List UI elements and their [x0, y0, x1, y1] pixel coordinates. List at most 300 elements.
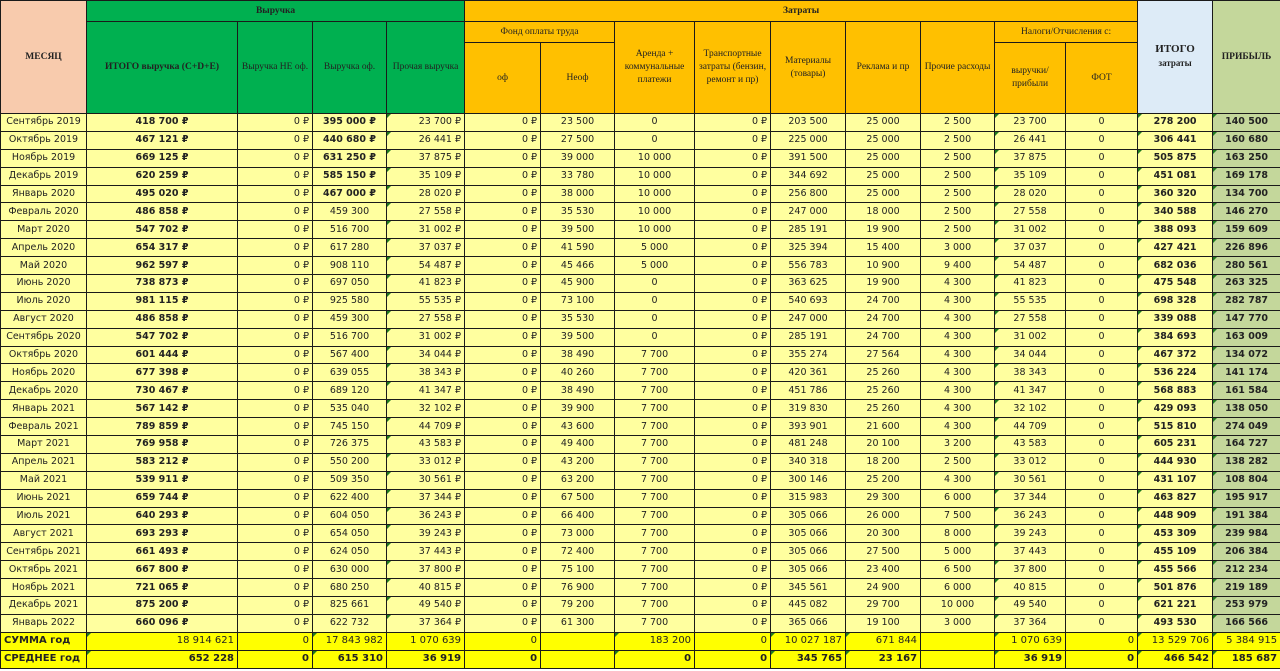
materials-cell[interactable]: 393 901 — [771, 418, 846, 436]
sum-total-revenue-cell[interactable]: 18 914 621 — [87, 632, 238, 650]
revenue-official-cell[interactable]: 585 150 ₽ — [313, 167, 387, 185]
transport-cell[interactable]: 0 ₽ — [695, 507, 771, 525]
transport-cell[interactable]: 0 ₽ — [695, 436, 771, 454]
profit-cell[interactable]: 108 804 — [1213, 471, 1280, 489]
profit-cell[interactable]: 206 384 — [1213, 543, 1280, 561]
other-revenue-cell[interactable]: 37 037 ₽ — [387, 239, 465, 257]
sum-transport-cell[interactable]: 0 — [695, 632, 771, 650]
tax-fot-cell[interactable]: 0 — [1066, 418, 1138, 436]
ads-cell[interactable]: 19 900 — [846, 221, 921, 239]
tax-fot-cell[interactable]: 0 — [1066, 579, 1138, 597]
tax-revenue-cell[interactable]: 27 558 — [995, 310, 1066, 328]
tax-revenue-cell[interactable]: 23 700 — [995, 114, 1066, 132]
sum-tax-fot-cell[interactable]: 0 — [1066, 650, 1138, 668]
ads-cell[interactable]: 25 200 — [846, 471, 921, 489]
rent-cell[interactable]: 0 — [615, 292, 695, 310]
materials-cell[interactable]: 285 191 — [771, 221, 846, 239]
payroll-unofficial-cell[interactable]: 33 780 — [541, 167, 615, 185]
tax-revenue-cell[interactable]: 35 109 — [995, 167, 1066, 185]
tax-revenue-cell[interactable]: 37 443 — [995, 543, 1066, 561]
revenue-official-cell[interactable]: 567 400 — [313, 346, 387, 364]
month-cell[interactable]: Апрель 2020 — [1, 239, 87, 257]
transport-cell[interactable]: 0 ₽ — [695, 364, 771, 382]
materials-cell[interactable]: 451 786 — [771, 382, 846, 400]
payroll-official-cell[interactable]: 0 ₽ — [465, 382, 541, 400]
payroll-official-cell[interactable]: 0 ₽ — [465, 525, 541, 543]
materials-cell[interactable]: 315 983 — [771, 489, 846, 507]
payroll-official-cell[interactable]: 0 ₽ — [465, 418, 541, 436]
total-revenue-cell[interactable]: 660 096 ₽ — [87, 614, 238, 632]
tax-fot-cell[interactable]: 0 — [1066, 471, 1138, 489]
tax-revenue-cell[interactable]: 31 002 — [995, 221, 1066, 239]
other-revenue-cell[interactable]: 37 364 ₽ — [387, 614, 465, 632]
sum-revenue-unofficial-cell[interactable]: 0 — [238, 650, 313, 668]
month-cell[interactable]: Декабрь 2020 — [1, 382, 87, 400]
tax-revenue-cell[interactable]: 40 815 — [995, 579, 1066, 597]
total-costs-cell[interactable]: 475 548 — [1138, 275, 1213, 293]
ads-cell[interactable]: 20 100 — [846, 436, 921, 454]
other-revenue-cell[interactable]: 31 002 ₽ — [387, 328, 465, 346]
header-tax-fot[interactable]: ФОТ — [1066, 43, 1138, 114]
ads-cell[interactable]: 18 200 — [846, 453, 921, 471]
revenue-official-cell[interactable]: 680 250 — [313, 579, 387, 597]
revenue-official-cell[interactable]: 745 150 — [313, 418, 387, 436]
month-cell[interactable]: Октябрь 2021 — [1, 561, 87, 579]
revenue-official-cell[interactable]: 825 661 — [313, 597, 387, 615]
revenue-unofficial-cell[interactable]: 0 ₽ — [238, 239, 313, 257]
rent-cell[interactable]: 10 000 — [615, 167, 695, 185]
tax-revenue-cell[interactable]: 32 102 — [995, 400, 1066, 418]
profit-cell[interactable]: 160 680 — [1213, 131, 1280, 149]
other-expenses-cell[interactable]: 3 000 — [921, 614, 995, 632]
payroll-official-cell[interactable]: 0 ₽ — [465, 167, 541, 185]
payroll-official-cell[interactable]: 0 ₽ — [465, 364, 541, 382]
other-revenue-cell[interactable]: 55 535 ₽ — [387, 292, 465, 310]
month-cell[interactable]: Август 2021 — [1, 525, 87, 543]
tax-revenue-cell[interactable]: 33 012 — [995, 453, 1066, 471]
sum-total-costs-cell[interactable]: 466 542 — [1138, 650, 1213, 668]
revenue-official-cell[interactable]: 925 580 — [313, 292, 387, 310]
other-revenue-cell[interactable]: 26 441 ₽ — [387, 131, 465, 149]
sum-tax-fot-cell[interactable]: 0 — [1066, 632, 1138, 650]
total-costs-cell[interactable]: 568 883 — [1138, 382, 1213, 400]
materials-cell[interactable]: 225 000 — [771, 131, 846, 149]
tax-revenue-cell[interactable]: 36 243 — [995, 507, 1066, 525]
sum-rent-cell[interactable]: 183 200 — [615, 632, 695, 650]
revenue-official-cell[interactable]: 689 120 — [313, 382, 387, 400]
transport-cell[interactable]: 0 ₽ — [695, 221, 771, 239]
ads-cell[interactable]: 25 260 — [846, 364, 921, 382]
transport-cell[interactable]: 0 ₽ — [695, 489, 771, 507]
tax-fot-cell[interactable]: 0 — [1066, 382, 1138, 400]
payroll-unofficial-cell[interactable]: 39 500 — [541, 221, 615, 239]
total-revenue-cell[interactable]: 721 065 ₽ — [87, 579, 238, 597]
month-cell[interactable]: Ноябрь 2019 — [1, 149, 87, 167]
payroll-unofficial-cell[interactable]: 73 100 — [541, 292, 615, 310]
payroll-official-cell[interactable]: 0 ₽ — [465, 346, 541, 364]
revenue-unofficial-cell[interactable]: 0 ₽ — [238, 257, 313, 275]
month-cell[interactable]: Февраль 2021 — [1, 418, 87, 436]
tax-fot-cell[interactable]: 0 — [1066, 257, 1138, 275]
sum-materials-cell[interactable]: 345 765 — [771, 650, 846, 668]
other-revenue-cell[interactable]: 37 443 ₽ — [387, 543, 465, 561]
revenue-unofficial-cell[interactable]: 0 ₽ — [238, 275, 313, 293]
payroll-official-cell[interactable]: 0 ₽ — [465, 185, 541, 203]
revenue-official-cell[interactable]: 654 050 — [313, 525, 387, 543]
month-cell[interactable]: Ноябрь 2020 — [1, 364, 87, 382]
tax-fot-cell[interactable]: 0 — [1066, 149, 1138, 167]
profit-cell[interactable]: 282 787 — [1213, 292, 1280, 310]
payroll-official-cell[interactable]: 0 ₽ — [465, 561, 541, 579]
other-expenses-cell[interactable]: 7 500 — [921, 507, 995, 525]
tax-fot-cell[interactable]: 0 — [1066, 543, 1138, 561]
header-other-expenses[interactable]: Прочие расходы — [921, 22, 995, 114]
revenue-unofficial-cell[interactable]: 0 ₽ — [238, 346, 313, 364]
other-revenue-cell[interactable]: 41 823 ₽ — [387, 275, 465, 293]
profit-cell[interactable]: 280 561 — [1213, 257, 1280, 275]
revenue-unofficial-cell[interactable]: 0 ₽ — [238, 364, 313, 382]
payroll-unofficial-cell[interactable]: 43 600 — [541, 418, 615, 436]
revenue-unofficial-cell[interactable]: 0 ₽ — [238, 418, 313, 436]
payroll-official-cell[interactable]: 0 ₽ — [465, 310, 541, 328]
sum-revenue-official-cell[interactable]: 17 843 982 — [313, 632, 387, 650]
profit-cell[interactable]: 161 584 — [1213, 382, 1280, 400]
total-revenue-cell[interactable]: 640 293 ₽ — [87, 507, 238, 525]
payroll-official-cell[interactable]: 0 ₽ — [465, 543, 541, 561]
month-cell[interactable]: Январь 2021 — [1, 400, 87, 418]
payroll-unofficial-cell[interactable]: 38 000 — [541, 185, 615, 203]
total-costs-cell[interactable]: 388 093 — [1138, 221, 1213, 239]
other-revenue-cell[interactable]: 49 540 ₽ — [387, 597, 465, 615]
transport-cell[interactable]: 0 ₽ — [695, 114, 771, 132]
month-cell[interactable]: Сентябрь 2021 — [1, 543, 87, 561]
ads-cell[interactable]: 26 000 — [846, 507, 921, 525]
transport-cell[interactable]: 0 ₽ — [695, 185, 771, 203]
payroll-unofficial-cell[interactable]: 79 200 — [541, 597, 615, 615]
tax-revenue-cell[interactable]: 28 020 — [995, 185, 1066, 203]
other-revenue-cell[interactable]: 40 815 ₽ — [387, 579, 465, 597]
total-costs-cell[interactable]: 360 320 — [1138, 185, 1213, 203]
profit-cell[interactable]: 219 189 — [1213, 579, 1280, 597]
total-revenue-cell[interactable]: 769 958 ₽ — [87, 436, 238, 454]
payroll-official-cell[interactable]: 0 ₽ — [465, 257, 541, 275]
tax-revenue-cell[interactable]: 37 037 — [995, 239, 1066, 257]
month-cell[interactable]: Январь 2020 — [1, 185, 87, 203]
transport-cell[interactable]: 0 ₽ — [695, 149, 771, 167]
profit-cell[interactable]: 147 770 — [1213, 310, 1280, 328]
total-revenue-cell[interactable]: 677 398 ₽ — [87, 364, 238, 382]
total-revenue-cell[interactable]: 567 142 ₽ — [87, 400, 238, 418]
header-revenue-official[interactable]: Выручка оф. — [313, 22, 387, 114]
transport-cell[interactable]: 0 ₽ — [695, 328, 771, 346]
transport-cell[interactable]: 0 ₽ — [695, 471, 771, 489]
sum-payroll-unofficial-cell[interactable] — [541, 632, 615, 650]
tax-fot-cell[interactable]: 0 — [1066, 310, 1138, 328]
month-cell[interactable]: Июнь 2021 — [1, 489, 87, 507]
revenue-unofficial-cell[interactable]: 0 ₽ — [238, 400, 313, 418]
total-costs-cell[interactable]: 384 693 — [1138, 328, 1213, 346]
revenue-unofficial-cell[interactable]: 0 ₽ — [238, 471, 313, 489]
transport-cell[interactable]: 0 ₽ — [695, 275, 771, 293]
rent-cell[interactable]: 0 — [615, 114, 695, 132]
revenue-official-cell[interactable]: 516 700 — [313, 328, 387, 346]
ads-cell[interactable]: 21 600 — [846, 418, 921, 436]
month-cell[interactable]: Август 2020 — [1, 310, 87, 328]
payroll-unofficial-cell[interactable]: 39 900 — [541, 400, 615, 418]
other-expenses-cell[interactable]: 2 500 — [921, 167, 995, 185]
payroll-unofficial-cell[interactable]: 41 590 — [541, 239, 615, 257]
other-expenses-cell[interactable]: 2 500 — [921, 131, 995, 149]
other-revenue-cell[interactable]: 37 344 ₽ — [387, 489, 465, 507]
ads-cell[interactable]: 19 100 — [846, 614, 921, 632]
tax-revenue-cell[interactable]: 55 535 — [995, 292, 1066, 310]
total-costs-cell[interactable]: 453 309 — [1138, 525, 1213, 543]
transport-cell[interactable]: 0 ₽ — [695, 292, 771, 310]
revenue-unofficial-cell[interactable]: 0 ₽ — [238, 221, 313, 239]
tax-revenue-cell[interactable]: 34 044 — [995, 346, 1066, 364]
tax-fot-cell[interactable]: 0 — [1066, 203, 1138, 221]
sum-ads-cell[interactable]: 23 167 — [846, 650, 921, 668]
total-revenue-cell[interactable]: 730 467 ₽ — [87, 382, 238, 400]
month-cell[interactable]: Сентябрь 2020 — [1, 328, 87, 346]
revenue-unofficial-cell[interactable]: 0 ₽ — [238, 114, 313, 132]
other-expenses-cell[interactable]: 2 500 — [921, 203, 995, 221]
other-revenue-cell[interactable]: 38 343 ₽ — [387, 364, 465, 382]
ads-cell[interactable]: 25 000 — [846, 149, 921, 167]
total-costs-cell[interactable]: 429 093 — [1138, 400, 1213, 418]
materials-cell[interactable]: 363 625 — [771, 275, 846, 293]
sum-revenue-unofficial-cell[interactable]: 0 — [238, 632, 313, 650]
ads-cell[interactable]: 20 300 — [846, 525, 921, 543]
revenue-official-cell[interactable]: 617 280 — [313, 239, 387, 257]
tax-revenue-cell[interactable]: 37 344 — [995, 489, 1066, 507]
payroll-unofficial-cell[interactable]: 72 400 — [541, 543, 615, 561]
revenue-unofficial-cell[interactable]: 0 ₽ — [238, 131, 313, 149]
revenue-official-cell[interactable]: 697 050 — [313, 275, 387, 293]
other-expenses-cell[interactable]: 4 300 — [921, 310, 995, 328]
materials-cell[interactable]: 203 500 — [771, 114, 846, 132]
other-expenses-cell[interactable]: 3 000 — [921, 239, 995, 257]
materials-cell[interactable]: 344 692 — [771, 167, 846, 185]
total-revenue-cell[interactable]: 418 700 ₽ — [87, 114, 238, 132]
header-profit[interactable]: ПРИБЫЛЬ — [1213, 1, 1280, 114]
ads-cell[interactable]: 24 900 — [846, 579, 921, 597]
ads-cell[interactable]: 24 700 — [846, 328, 921, 346]
revenue-official-cell[interactable]: 622 400 — [313, 489, 387, 507]
revenue-unofficial-cell[interactable]: 0 ₽ — [238, 292, 313, 310]
revenue-unofficial-cell[interactable]: 0 ₽ — [238, 203, 313, 221]
revenue-unofficial-cell[interactable]: 0 ₽ — [238, 185, 313, 203]
transport-cell[interactable]: 0 ₽ — [695, 131, 771, 149]
tax-revenue-cell[interactable]: 38 343 — [995, 364, 1066, 382]
profit-cell[interactable]: 141 174 — [1213, 364, 1280, 382]
materials-cell[interactable]: 305 066 — [771, 507, 846, 525]
revenue-unofficial-cell[interactable]: 0 ₽ — [238, 614, 313, 632]
profit-cell[interactable]: 166 566 — [1213, 614, 1280, 632]
total-costs-cell[interactable]: 463 827 — [1138, 489, 1213, 507]
rent-cell[interactable]: 10 000 — [615, 185, 695, 203]
header-total-revenue[interactable]: ИТОГО выручка (C+D+E) — [87, 22, 238, 114]
total-costs-cell[interactable]: 605 231 — [1138, 436, 1213, 454]
total-label-cell[interactable]: СРЕДНЕЕ год — [1, 650, 87, 668]
revenue-unofficial-cell[interactable]: 0 ₽ — [238, 561, 313, 579]
revenue-official-cell[interactable]: 440 680 ₽ — [313, 131, 387, 149]
payroll-official-cell[interactable]: 0 ₽ — [465, 114, 541, 132]
rent-cell[interactable]: 7 700 — [615, 471, 695, 489]
profit-cell[interactable]: 263 325 — [1213, 275, 1280, 293]
payroll-official-cell[interactable]: 0 ₽ — [465, 292, 541, 310]
revenue-unofficial-cell[interactable]: 0 ₽ — [238, 167, 313, 185]
revenue-unofficial-cell[interactable]: 0 ₽ — [238, 382, 313, 400]
total-costs-cell[interactable]: 698 328 — [1138, 292, 1213, 310]
other-expenses-cell[interactable]: 4 300 — [921, 275, 995, 293]
rent-cell[interactable]: 7 700 — [615, 382, 695, 400]
total-costs-cell[interactable]: 467 372 — [1138, 346, 1213, 364]
payroll-unofficial-cell[interactable]: 23 500 — [541, 114, 615, 132]
other-revenue-cell[interactable]: 41 347 ₽ — [387, 382, 465, 400]
materials-cell[interactable]: 319 830 — [771, 400, 846, 418]
other-expenses-cell[interactable]: 8 000 — [921, 525, 995, 543]
payroll-official-cell[interactable]: 0 ₽ — [465, 400, 541, 418]
month-cell[interactable]: Декабрь 2019 — [1, 167, 87, 185]
other-revenue-cell[interactable]: 37 800 ₽ — [387, 561, 465, 579]
revenue-official-cell[interactable]: 459 300 — [313, 310, 387, 328]
payroll-official-cell[interactable]: 0 ₽ — [465, 507, 541, 525]
month-cell[interactable]: Январь 2022 — [1, 614, 87, 632]
header-month[interactable]: МЕСЯЦ — [1, 1, 87, 114]
other-revenue-cell[interactable]: 32 102 ₽ — [387, 400, 465, 418]
ads-cell[interactable]: 27 564 — [846, 346, 921, 364]
payroll-official-cell[interactable]: 0 ₽ — [465, 149, 541, 167]
total-revenue-cell[interactable]: 962 597 ₽ — [87, 257, 238, 275]
month-cell[interactable]: Июль 2020 — [1, 292, 87, 310]
ads-cell[interactable]: 24 700 — [846, 292, 921, 310]
rent-cell[interactable]: 0 — [615, 328, 695, 346]
total-costs-cell[interactable]: 340 588 — [1138, 203, 1213, 221]
profit-cell[interactable]: 226 896 — [1213, 239, 1280, 257]
total-costs-cell[interactable]: 306 441 — [1138, 131, 1213, 149]
rent-cell[interactable]: 0 — [615, 310, 695, 328]
tax-revenue-cell[interactable]: 41 823 — [995, 275, 1066, 293]
profit-cell[interactable]: 195 917 — [1213, 489, 1280, 507]
header-rent[interactable]: Аренда + коммунальные платежи — [615, 22, 695, 114]
ads-cell[interactable]: 24 700 — [846, 310, 921, 328]
materials-cell[interactable]: 365 066 — [771, 614, 846, 632]
rent-cell[interactable]: 7 700 — [615, 525, 695, 543]
total-revenue-cell[interactable]: 661 493 ₽ — [87, 543, 238, 561]
rent-cell[interactable]: 7 700 — [615, 597, 695, 615]
ads-cell[interactable]: 25 000 — [846, 114, 921, 132]
profit-cell[interactable]: 191 384 — [1213, 507, 1280, 525]
revenue-official-cell[interactable]: 622 732 — [313, 614, 387, 632]
total-label-cell[interactable]: СУММА год — [1, 632, 87, 650]
sum-payroll-unofficial-cell[interactable] — [541, 650, 615, 668]
tax-fot-cell[interactable]: 0 — [1066, 346, 1138, 364]
transport-cell[interactable]: 0 ₽ — [695, 614, 771, 632]
materials-cell[interactable]: 305 066 — [771, 543, 846, 561]
total-revenue-cell[interactable]: 467 121 ₽ — [87, 131, 238, 149]
other-expenses-cell[interactable]: 2 500 — [921, 453, 995, 471]
profit-cell[interactable]: 164 727 — [1213, 436, 1280, 454]
rent-cell[interactable]: 7 700 — [615, 579, 695, 597]
other-expenses-cell[interactable]: 10 000 — [921, 597, 995, 615]
other-expenses-cell[interactable]: 4 300 — [921, 328, 995, 346]
payroll-official-cell[interactable]: 0 ₽ — [465, 597, 541, 615]
sum-other-expenses-cell[interactable] — [921, 650, 995, 668]
materials-cell[interactable]: 391 500 — [771, 149, 846, 167]
revenue-unofficial-cell[interactable]: 0 ₽ — [238, 543, 313, 561]
tax-fot-cell[interactable]: 0 — [1066, 131, 1138, 149]
header-revenue-group[interactable]: Выручка — [87, 1, 465, 22]
ads-cell[interactable]: 15 400 — [846, 239, 921, 257]
total-revenue-cell[interactable]: 583 212 ₽ — [87, 453, 238, 471]
total-revenue-cell[interactable]: 669 125 ₽ — [87, 149, 238, 167]
transport-cell[interactable]: 0 ₽ — [695, 597, 771, 615]
other-revenue-cell[interactable]: 39 243 ₽ — [387, 525, 465, 543]
materials-cell[interactable]: 481 248 — [771, 436, 846, 454]
total-costs-cell[interactable]: 536 224 — [1138, 364, 1213, 382]
header-costs-group[interactable]: Затраты — [465, 1, 1138, 22]
ads-cell[interactable]: 23 400 — [846, 561, 921, 579]
tax-fot-cell[interactable]: 0 — [1066, 185, 1138, 203]
profit-cell[interactable]: 274 049 — [1213, 418, 1280, 436]
revenue-official-cell[interactable]: 604 050 — [313, 507, 387, 525]
other-revenue-cell[interactable]: 44 709 ₽ — [387, 418, 465, 436]
transport-cell[interactable]: 0 ₽ — [695, 239, 771, 257]
tax-fot-cell[interactable]: 0 — [1066, 328, 1138, 346]
month-cell[interactable]: Май 2021 — [1, 471, 87, 489]
profit-cell[interactable]: 159 609 — [1213, 221, 1280, 239]
payroll-unofficial-cell[interactable]: 39 500 — [541, 328, 615, 346]
sum-total-costs-cell[interactable]: 13 529 706 — [1138, 632, 1213, 650]
revenue-unofficial-cell[interactable]: 0 ₽ — [238, 453, 313, 471]
other-expenses-cell[interactable]: 4 300 — [921, 418, 995, 436]
tax-revenue-cell[interactable]: 26 441 — [995, 131, 1066, 149]
rent-cell[interactable]: 0 — [615, 131, 695, 149]
materials-cell[interactable]: 300 146 — [771, 471, 846, 489]
other-expenses-cell[interactable]: 2 500 — [921, 114, 995, 132]
payroll-unofficial-cell[interactable]: 61 300 — [541, 614, 615, 632]
tax-revenue-cell[interactable]: 49 540 — [995, 597, 1066, 615]
total-revenue-cell[interactable]: 659 744 ₽ — [87, 489, 238, 507]
other-expenses-cell[interactable]: 3 200 — [921, 436, 995, 454]
materials-cell[interactable]: 340 318 — [771, 453, 846, 471]
tax-revenue-cell[interactable]: 39 243 — [995, 525, 1066, 543]
revenue-official-cell[interactable]: 467 000 ₽ — [313, 185, 387, 203]
transport-cell[interactable]: 0 ₽ — [695, 543, 771, 561]
header-payroll-unofficial[interactable]: Неоф — [541, 43, 615, 114]
month-cell[interactable]: Ноябрь 2021 — [1, 579, 87, 597]
transport-cell[interactable]: 0 ₽ — [695, 453, 771, 471]
payroll-official-cell[interactable]: 0 ₽ — [465, 328, 541, 346]
payroll-unofficial-cell[interactable]: 43 200 — [541, 453, 615, 471]
tax-revenue-cell[interactable]: 41 347 — [995, 382, 1066, 400]
other-expenses-cell[interactable]: 5 000 — [921, 543, 995, 561]
total-revenue-cell[interactable]: 486 858 ₽ — [87, 203, 238, 221]
tax-fot-cell[interactable]: 0 — [1066, 489, 1138, 507]
revenue-official-cell[interactable]: 631 250 ₽ — [313, 149, 387, 167]
sum-ads-cell[interactable]: 671 844 — [846, 632, 921, 650]
total-revenue-cell[interactable]: 539 911 ₽ — [87, 471, 238, 489]
ads-cell[interactable]: 25 260 — [846, 400, 921, 418]
other-expenses-cell[interactable]: 9 400 — [921, 257, 995, 275]
other-expenses-cell[interactable]: 4 300 — [921, 471, 995, 489]
tax-revenue-cell[interactable]: 43 583 — [995, 436, 1066, 454]
header-transport[interactable]: Транспортные затраты (бензин, ремонт и пр) — [695, 22, 771, 114]
sum-revenue-official-cell[interactable]: 615 310 — [313, 650, 387, 668]
month-cell[interactable]: Март 2021 — [1, 436, 87, 454]
ads-cell[interactable]: 25 000 — [846, 185, 921, 203]
